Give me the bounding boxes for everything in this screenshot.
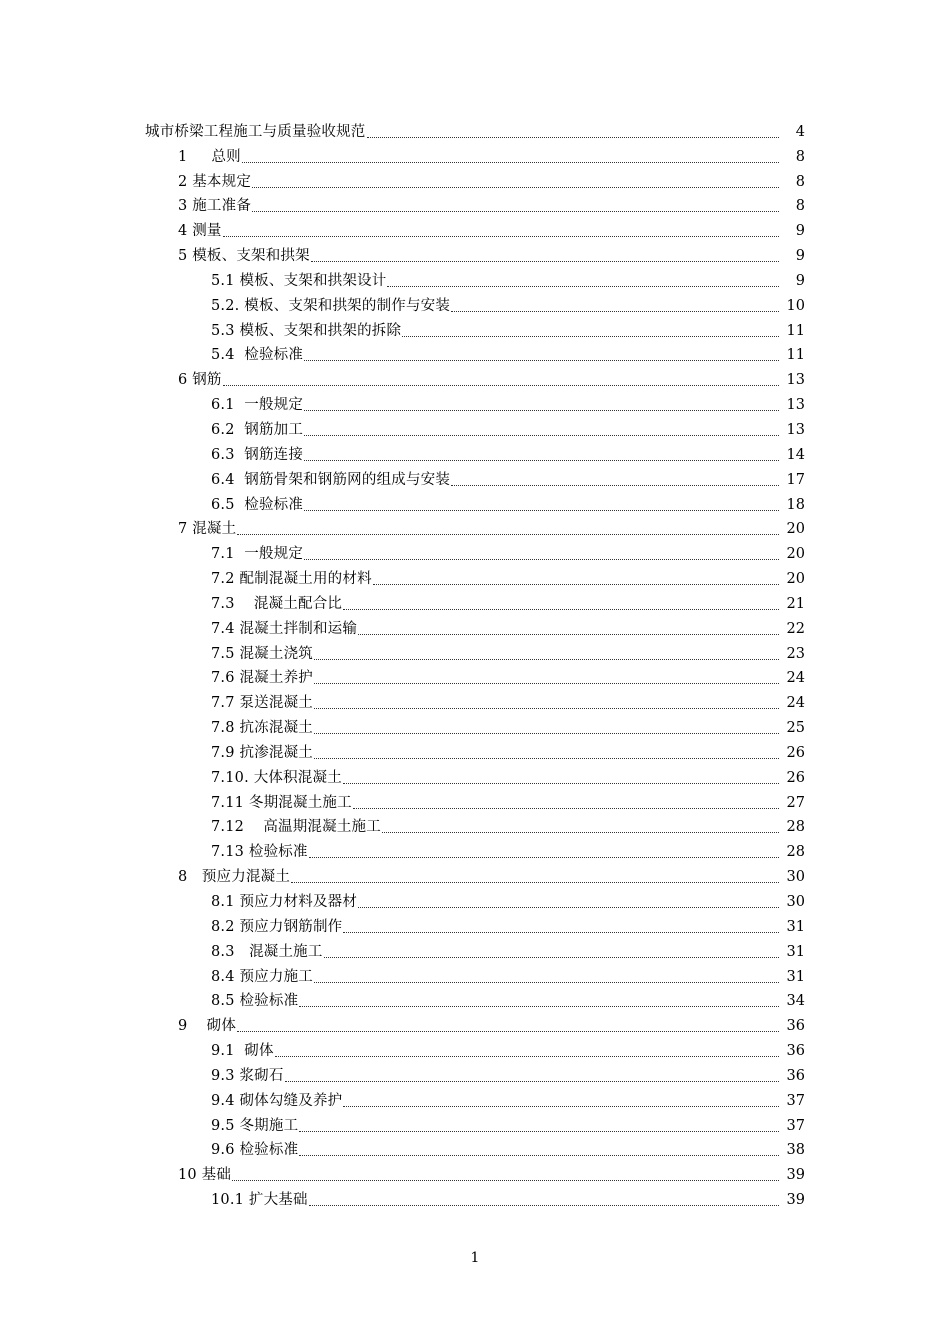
dot-leader xyxy=(314,748,779,759)
toc-entry-title: 9.1 砌体 xyxy=(211,1043,274,1060)
toc-entry[interactable] xyxy=(0,1036,950,1061)
dot-leader xyxy=(358,897,779,908)
dot-leader xyxy=(309,847,779,858)
toc-entry-page: 22 xyxy=(786,620,805,637)
dot-leader xyxy=(299,1145,779,1156)
dot-leader xyxy=(252,201,779,212)
toc-entry[interactable] xyxy=(0,738,950,763)
toc-entry-page: 9 xyxy=(795,248,805,265)
toc-entry-page: 4 xyxy=(795,123,805,140)
toc-entry-title: 6.2 钢筋加工 xyxy=(211,421,304,438)
dot-leader xyxy=(309,1195,779,1206)
toc-entry-title: 城市桥梁工程施工与质量验收规范 xyxy=(145,123,366,140)
toc-entry-title: 9.5 冬期施工 xyxy=(211,1117,299,1134)
toc-entry-page: 39 xyxy=(786,1167,805,1184)
toc-entry[interactable] xyxy=(0,1061,950,1086)
dot-leader xyxy=(285,1071,779,1082)
toc-entry-page: 36 xyxy=(786,1067,805,1084)
toc-entry[interactable] xyxy=(0,341,950,366)
dot-leader xyxy=(382,822,779,833)
dot-leader xyxy=(367,127,780,138)
dot-leader xyxy=(343,1096,779,1107)
toc-entry-page: 39 xyxy=(786,1192,805,1209)
toc-entry[interactable] xyxy=(0,589,950,614)
toc-entry-title: 9 砌体 xyxy=(178,1018,237,1035)
toc-entry-title: 4 测量 xyxy=(178,223,222,240)
toc-entry-page: 14 xyxy=(786,446,805,463)
toc-entry-title: 7.1 一般规定 xyxy=(211,546,304,563)
dot-leader xyxy=(304,425,779,436)
toc-entry-page: 36 xyxy=(786,1043,805,1060)
toc-entry-page: 26 xyxy=(786,744,805,761)
toc-entry[interactable] xyxy=(0,987,950,1012)
toc-entry[interactable] xyxy=(0,912,950,937)
dot-leader xyxy=(324,947,779,958)
toc-entry-title: 3 施工准备 xyxy=(178,198,252,215)
toc-entry[interactable] xyxy=(0,192,950,217)
toc-entry[interactable] xyxy=(0,664,950,689)
toc-entry[interactable] xyxy=(0,216,950,241)
toc-entry-title: 6.5 检验标准 xyxy=(211,496,304,513)
dot-leader xyxy=(343,599,779,610)
dot-leader xyxy=(299,1121,779,1132)
toc-entry[interactable] xyxy=(0,763,950,788)
toc-entry-page: 9 xyxy=(795,272,805,289)
toc-entry-title: 5.1 模板、支架和拱架设计 xyxy=(211,272,387,289)
toc-entry[interactable] xyxy=(0,688,950,713)
toc-entry-page: 21 xyxy=(786,595,805,612)
toc-entry-title: 7.4 混凝土拌制和运输 xyxy=(211,620,358,637)
toc-entry[interactable] xyxy=(0,539,950,564)
toc-entry-page: 28 xyxy=(786,844,805,861)
dot-leader xyxy=(304,450,779,461)
toc-entry[interactable] xyxy=(0,241,950,266)
toc-entry-page: 30 xyxy=(786,894,805,910)
dot-leader xyxy=(353,798,779,809)
dot-leader xyxy=(304,500,779,511)
dot-leader xyxy=(358,624,779,635)
toc-entry[interactable] xyxy=(0,515,950,540)
toc-entry-title: 8 预应力混凝土 xyxy=(178,869,291,886)
toc-entry-page: 8 xyxy=(795,173,805,190)
toc-entry-page: 8 xyxy=(795,198,805,215)
toc-entry-title: 2 基本规定 xyxy=(178,173,252,190)
toc-entry[interactable] xyxy=(0,465,950,490)
toc-entry-page: 30 xyxy=(786,869,805,886)
toc-entry-title: 7.11 冬期混凝土施工 xyxy=(211,794,352,811)
toc-entry-title: 9.4 砌体勾缝及养护 xyxy=(211,1092,343,1109)
dot-leader xyxy=(223,375,779,386)
toc-entry[interactable] xyxy=(0,1011,950,1036)
dot-leader xyxy=(343,773,779,784)
toc-entry-page: 20 xyxy=(786,546,805,563)
toc-entry-title: 7.8 抗冻混凝土 xyxy=(211,720,313,737)
toc-entry-title: 7.10. 大体积混凝土 xyxy=(211,769,342,786)
toc-entry-page: 34 xyxy=(786,993,805,1010)
toc-entry-title: 5.3 模板、支架和拱架的拆除 xyxy=(211,322,402,339)
toc-entry-title: 9.3 浆砌石 xyxy=(211,1067,284,1084)
toc-entry[interactable] xyxy=(0,614,950,639)
toc-entry-title: 6.3 钢筋连接 xyxy=(211,446,304,463)
toc-entry-page: 11 xyxy=(786,322,805,339)
toc-entry[interactable] xyxy=(0,788,950,813)
toc-entry[interactable] xyxy=(0,291,950,316)
toc-entry-title: 7.3 混凝土配合比 xyxy=(211,595,343,612)
toc-entry-page: 36 xyxy=(786,1018,805,1035)
toc-entry-page: 31 xyxy=(786,918,805,935)
toc-entry[interactable] xyxy=(0,266,950,291)
dot-leader xyxy=(299,996,779,1007)
toc-entry[interactable] xyxy=(0,962,950,987)
dot-leader xyxy=(242,152,779,163)
toc-entry-title: 10 基础 xyxy=(178,1167,232,1184)
toc-entry-title: 6.4 钢筋骨架和钢筋网的组成与安装 xyxy=(211,471,451,488)
toc-entry[interactable] xyxy=(0,564,950,589)
toc-entry-title: 7.9 抗渗混凝土 xyxy=(211,744,313,761)
toc-entry-title: 5.4 检验标准 xyxy=(211,347,304,364)
dot-leader xyxy=(387,276,779,287)
toc-entry-title: 7.2 配制混凝土用的材料 xyxy=(211,571,372,588)
toc-entry-title: 7.12 高温期混凝土施工 xyxy=(211,819,381,836)
toc-entry-page: 27 xyxy=(786,794,805,811)
dot-leader xyxy=(451,301,779,312)
toc-entry[interactable] xyxy=(0,1111,950,1136)
toc-entry-title: 1 总则 xyxy=(178,148,241,165)
toc-entry-title: 6 钢筋 xyxy=(178,372,222,389)
toc-entry-page: 17 xyxy=(786,471,805,488)
dot-leader xyxy=(311,251,779,262)
toc-entry-page: 26 xyxy=(786,769,805,786)
toc-entry[interactable] xyxy=(0,837,950,862)
toc-entry-page: 23 xyxy=(786,645,805,662)
toc-entry-page: 8 xyxy=(795,148,805,165)
toc-entry-page: 9 xyxy=(795,223,805,240)
dot-leader xyxy=(314,972,779,983)
toc-entry[interactable] xyxy=(0,440,950,465)
toc-entry-page: 13 xyxy=(786,397,805,414)
dot-leader xyxy=(237,524,779,535)
toc-entry[interactable] xyxy=(0,390,950,415)
toc-entry[interactable] xyxy=(0,887,950,912)
toc-entry-title: 10.1 扩大基础 xyxy=(211,1192,308,1209)
toc-entry-page: 25 xyxy=(786,720,805,737)
toc-entry-title: 7.5 混凝土浇筑 xyxy=(211,645,313,662)
toc-entry-title: 9.6 检验标准 xyxy=(211,1142,299,1159)
dot-leader xyxy=(237,1021,779,1032)
toc-entry[interactable] xyxy=(0,937,950,962)
dot-leader xyxy=(314,723,779,734)
toc-entry-title: 5 模板、支架和拱架 xyxy=(178,248,310,265)
toc-entry[interactable] xyxy=(0,415,950,440)
toc-entry-page: 10 xyxy=(786,297,805,314)
toc-entry-title: 8.5 检验标准 xyxy=(211,993,299,1010)
toc-entry-title: 8.4 预应力施工 xyxy=(211,968,313,985)
dot-leader xyxy=(304,400,779,411)
dot-leader xyxy=(451,475,779,486)
toc-entry-title: 7.7 泵送混凝土 xyxy=(211,695,313,712)
toc-entry-title: 8.2 预应力钢筋制作 xyxy=(211,918,343,935)
toc-entry[interactable] xyxy=(0,713,950,738)
toc-entry-page: 28 xyxy=(786,819,805,836)
toc-entry-title: 5.2. 模板、支架和拱架的制作与安装 xyxy=(211,297,451,314)
toc-entry-page: 37 xyxy=(786,1117,805,1134)
toc-entry[interactable] xyxy=(0,316,950,341)
toc-entry[interactable] xyxy=(0,862,950,887)
dot-leader xyxy=(343,922,779,933)
toc-entry-page: 38 xyxy=(786,1142,805,1159)
dot-leader xyxy=(314,649,779,660)
dot-leader xyxy=(304,549,779,560)
dot-leader xyxy=(275,1046,779,1057)
toc-entry-page: 37 xyxy=(786,1092,805,1109)
toc-entry[interactable] xyxy=(0,365,950,390)
dot-leader xyxy=(314,698,779,709)
toc-entry-page: 31 xyxy=(786,968,805,985)
toc-entry-title: 7.13 检验标准 xyxy=(211,844,308,861)
toc-entry-page: 24 xyxy=(786,670,805,687)
toc-entry-page: 13 xyxy=(786,372,805,389)
toc-entry[interactable] xyxy=(0,813,950,838)
toc-entry-title: 7.6 混凝土养护 xyxy=(211,670,313,687)
page-number-footer: 1 xyxy=(470,1250,480,1266)
toc-entry-page: 24 xyxy=(786,695,805,712)
toc-entry[interactable] xyxy=(0,167,950,192)
toc-entry[interactable] xyxy=(0,490,950,515)
toc-entry-page: 18 xyxy=(786,496,805,513)
toc-entry-page: 20 xyxy=(786,571,805,588)
toc-entry[interactable] xyxy=(0,639,950,664)
dot-leader xyxy=(232,1170,779,1181)
dot-leader xyxy=(291,872,779,883)
toc-entry-title: 8.1 预应力材料及器材 xyxy=(211,894,358,910)
toc-entry[interactable] xyxy=(0,1160,950,1185)
dot-leader xyxy=(252,177,779,188)
toc-entry[interactable] xyxy=(0,1136,950,1161)
dot-leader xyxy=(304,350,779,361)
dot-leader xyxy=(223,226,779,237)
dot-leader xyxy=(314,673,779,684)
toc-entry-page: 13 xyxy=(786,421,805,438)
table-of-contents xyxy=(0,117,950,1210)
dot-leader xyxy=(402,326,779,337)
toc-entry-page: 31 xyxy=(786,943,805,960)
toc-entry-page: 20 xyxy=(786,521,805,538)
toc-entry-title: 7 混凝土 xyxy=(178,521,237,538)
toc-entry[interactable] xyxy=(0,142,950,167)
toc-entry-page: 11 xyxy=(786,347,805,364)
toc-entry-title: 6.1 一般规定 xyxy=(211,397,304,414)
toc-entry[interactable] xyxy=(0,1086,950,1111)
toc-entry-title: 8.3 混凝土施工 xyxy=(211,943,323,960)
toc-entry[interactable] xyxy=(0,1185,950,1210)
dot-leader xyxy=(373,574,779,585)
toc-entry[interactable] xyxy=(0,117,950,142)
